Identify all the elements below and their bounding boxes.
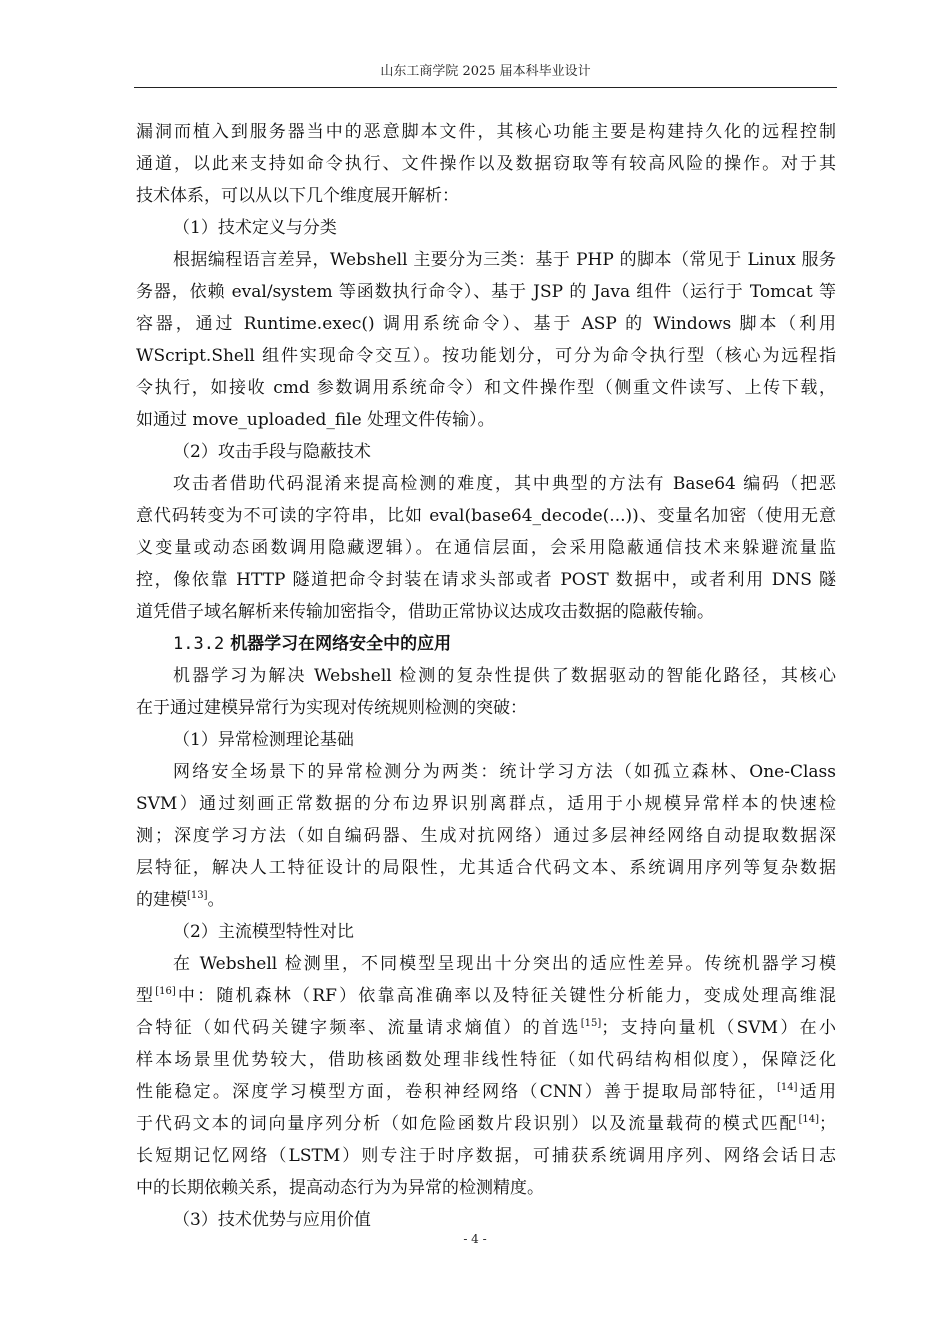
- subheading: （1）异常检测理论基础: [173, 730, 354, 750]
- line-text: ；: [819, 1114, 836, 1134]
- paragraph-line: 测；深度学习方法（如自编码器、生成对抗网络）通过多层神经网络自动提取数据深: [136, 826, 836, 846]
- page-number: - 4 -: [463, 1232, 487, 1246]
- section-title: 机器学习在网络安全中的应用: [230, 634, 452, 654]
- citation-ref: [15]: [580, 1018, 602, 1029]
- paragraph-line: WScript.Shell 组件实现命令交互）。按功能划分，可分为命令执行型（核心为远程指: [136, 346, 836, 366]
- subheading: （3）技术优势与应用价值: [173, 1210, 371, 1230]
- citation-ref: [14]: [798, 1114, 819, 1125]
- paragraph-line: 令执行，如接收 cmd 参数调用系统命令）和文件操作型（侧重文件读写、上传下载，: [136, 378, 836, 398]
- line-text: 型: [136, 986, 156, 1006]
- line-text: ；支持向量机（SVM）在小: [601, 1018, 836, 1038]
- paragraph-line: SVM）通过刻画正常数据的分布边界识别离群点，适用于小规模异常样本的快速检: [136, 794, 836, 814]
- line-text: 合特征（如代码关键字频率、流量请求熵值）的首选: [136, 1018, 581, 1038]
- paragraph-line: [136, 884, 836, 916]
- line-text: 。: [207, 890, 225, 910]
- paragraph-line: 控，像依靠 HTTP 隧道把命令封装在请求头部或者 POST 数据中，或者利用 DNS 隧: [136, 570, 836, 590]
- header-rule: [134, 87, 837, 88]
- subheading: （2）攻击手段与隐蔽技术: [173, 442, 371, 462]
- line-text: 于代码文本的词向量序列分析（如危险函数片段识别）以及流量载荷的模式匹配: [136, 1114, 799, 1134]
- paragraph-line: [136, 1108, 836, 1140]
- citation-ref: [14]: [777, 1082, 798, 1093]
- section-number: 1.3.2: [173, 634, 225, 654]
- paragraph-line: 通道，以此来支持如命令执行、文件操作以及数据窃取等有较高风险的操作。对于其: [136, 154, 836, 174]
- paragraph-line: 在 Webshell 检测里，不同模型呈现出十分突出的适应性差异。传统机器学习模: [173, 954, 836, 974]
- paragraph-line: 中的长期依赖关系，提高动态行为为异常的检测精度。: [136, 1178, 544, 1198]
- body-text: [136, 116, 836, 1236]
- subheading: （2）主流模型特性对比: [173, 922, 354, 942]
- paragraph-line: 如通过 move_uploaded_file 处理文件传输）。: [136, 410, 495, 430]
- paragraph-line: [136, 980, 836, 1012]
- paragraph-line: 在于通过建模异常行为实现对传统规则检测的突破：: [136, 698, 527, 718]
- citation-ref: [16]: [155, 986, 176, 997]
- paragraph-line: 样本场景里优势较大，借助核函数处理非线性特征（如代码结构相似度），保障泛化: [136, 1050, 836, 1070]
- paragraph-line: 技术体系，可以从以下几个维度展开解析：: [136, 186, 459, 206]
- paragraph-line: 道凭借子域名解析来传输加密指令，借助正常协议达成攻击数据的隐蔽传输。: [136, 602, 714, 622]
- subheading: （1）技术定义与分类: [173, 218, 337, 238]
- section-heading: [136, 628, 836, 660]
- paragraph-line: 义变量或动态函数调用隐藏逻辑）。在通信层面，会采用隐蔽通信技术来躲避流量监: [136, 538, 836, 558]
- line-text: 中：随机森林（RF）依靠高准确率以及特征关键性分析能力，变成处理高维混: [175, 986, 836, 1006]
- paragraph-line: 根据编程语言差异，Webshell 主要分为三类：基于 PHP 的脚本（常见于 Linux 服务: [173, 250, 836, 270]
- paragraph-line: 攻击者借助代码混淆来提高检测的难度，其中典型的方法有 Base64 编码（把恶: [173, 474, 836, 494]
- paragraph-line: 长短期记忆网络（LSTM）则专注于时序数据，可捕获系统调用序列、网络会话日志: [136, 1146, 836, 1166]
- paragraph-line: 漏洞而植入到服务器当中的恶意脚本文件，其核心功能主要是构建持久化的远程控制: [136, 122, 836, 142]
- paragraph-line: 容器，通过 Runtime.exec() 调用系统命令）、基于 ASP 的 Windows 脚本（利用: [136, 314, 836, 334]
- paragraph-line: 网络安全场景下的异常检测分为两类：统计学习方法（如孤立森林、One-Class: [173, 762, 836, 782]
- line-text: 性能稳定。深度学习模型方面，卷积神经网络（CNN）善于提取局部特征，: [136, 1082, 778, 1102]
- paragraph-line: 层特征，解决人工特征设计的局限性，尤其适合代码文本、系统调用序列等复杂数据: [136, 858, 836, 878]
- line-text: 适用: [797, 1082, 836, 1102]
- paragraph-line: 意代码转变为不可读的字符串，比如 eval(base64_decode(...))、变量名加密（使用无意: [136, 506, 836, 526]
- paragraph-line: 务器，依赖 eval/system 等函数执行命令）、基于 JSP 的 Java 组件（运行于 Tomcat 等: [136, 282, 836, 302]
- citation-ref: [13]: [187, 890, 208, 901]
- line-text: 的建模: [136, 890, 187, 910]
- page-header: 山东工商学院 2025 届本科毕业设计: [380, 64, 591, 79]
- paragraph-line: [136, 1076, 836, 1108]
- paragraph-line: [136, 1012, 836, 1044]
- paragraph-line: 机器学习为解决 Webshell 检测的复杂性提供了数据驱动的智能化路径，其核心: [173, 666, 836, 686]
